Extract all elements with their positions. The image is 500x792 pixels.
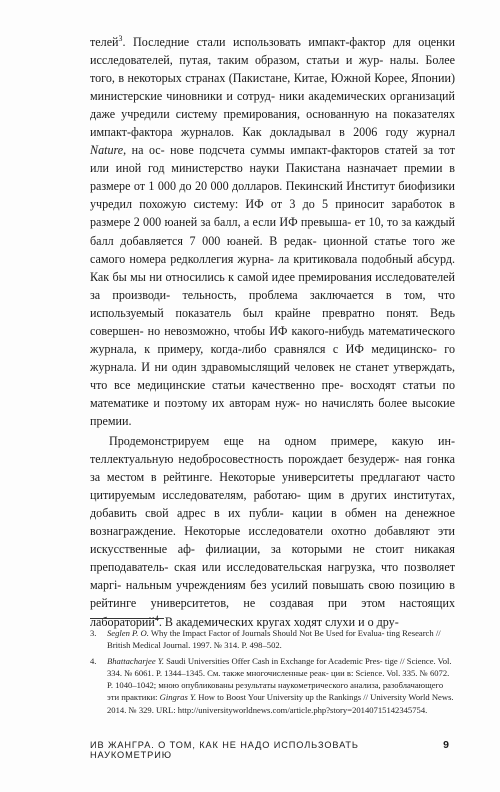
running-footer [90, 739, 455, 760]
footnote-segment: Boost Your University up the Rankings // University World News. 2014. № 329. URL: [107, 692, 454, 715]
footnote-text [107, 627, 455, 651]
footnote-segment: How to [196, 692, 224, 703]
footnote-item [90, 655, 455, 715]
footnote-item [90, 627, 455, 651]
footnote-segment: ting Research // British Medical Journal. 1997. № 314. P. 498–502. [107, 628, 441, 651]
footnote-segment: Saudi Universities Offer Cash in Exchange for Academic Pres- [163, 656, 383, 667]
footnote-number: 3. [90, 628, 97, 638]
footnote-ref-3[interactable]: 3 [118, 33, 123, 43]
footnote-ref-4[interactable]: 4 [154, 613, 159, 623]
footnote-segment: ции в: Science. Vol. 335. № 6072. P. 1040–1042; мною опубликованы результаты [107, 668, 450, 691]
footnote-author: Gingras Y. [159, 692, 197, 703]
paragraph-1: телей$^3$. Последние стали использовать импакт-фактор для оценки исследователей, путая, таким образом, статьи и жур- налы. Более того, в некоторых странах (Пакистане, Китае, Южной Корее, Японии) министерские чиновники и сотруд- ники академических организаций даже учредили систему премирования, основанную на показателях импакт-фактора журналов. Как докладывал в 2006 году журнал Nature, на ос- нове подсчета суммы импакт-факторов статей за тот или иной год министерство науки Пакистана назначает премии в размере от 1 000 до 20 000 долларов. Пекинский Институт биофизики учредил похожую систему: ИФ от 3 до 5 приносит заработок в размере 2 000 юаней за балл, а если ИФ превыша- ет 10, то за каждый балл добавляется 7 000 юаней. В редак- ционной статье того же самого номера редколлегия журна- ла критиковала подобный абсурд. Как бы мы ни относились к самой идее премирования исследователей за производи- тельность, проблема заключается в том, что используемый показатель был крайне превратно понят. Ведь совершен- но невозможно, чтобы ИФ какого-нибудь математического журнала, к примеру, когда-либо сравнялся с ИФ медицинско- го журнала. И ни один здравомыслящий человек не станет утверждать, что все медицинские статьи качественно пре- восходят статьи по математике и поэтому их авторам нуж- но начислять более высокие премии. [90, 33, 456, 428]
footnote-segment: наукометрического анализа, разоблачающего эти практики: [107, 680, 444, 703]
footnote-number: 4. [90, 656, 97, 667]
footnote-separator [90, 618, 164, 619]
running-title: ИВ ЖАНГРА. О ТОМ, КАК НЕ НАДО ИСПОЛЬЗОВАТЬ НАУКОМЕТРИЮ [90, 740, 359, 760]
footnotes [90, 627, 455, 720]
journal-title-nature: Nature [90, 143, 124, 158]
main-text [90, 33, 455, 631]
footnote-segment: tige // Science. Vol. 334. № 6061. P. 1344–1345. См. также многочисленные реак- [107, 656, 452, 679]
footnote-segment: Why the Impact Factor of Journals Should Not Be Used for Evalua- [148, 628, 385, 638]
footnote-author: Seglen P. O. [107, 628, 149, 638]
paragraph-2: Продемонстрируем еще на одном примере, какую ин- теллектуальную недобросовестность порождает безудерж- ная гонка за местом в рейтинге. Некоторые университеты предлагают часто цитируемым исследователям, работаю- щим в других институтах, добавить свой адрес в их публи- кации в обмен на денежное вознаграждение. Некоторые исследователи охотно добавляют эти искусственные аф- филиации, за которыми не стоит никакая преподаватель- ская или исследовательская нагрузка, что позволяет маргі- нальным учреждениям без усилий повышать свою позицию в рейтинге университетов, не создавая при этом настоящих лабораторий$^4$. В академических кругах ходят слухи и о дру- [90, 434, 456, 629]
page-number: 9 [443, 739, 449, 751]
footnote-segment: http://universityworldnews.com/article.php?story=20140715142345754. [177, 704, 428, 715]
footnote-author: Bhattacharjee Y. [107, 656, 164, 667]
footnote-text [107, 655, 455, 715]
